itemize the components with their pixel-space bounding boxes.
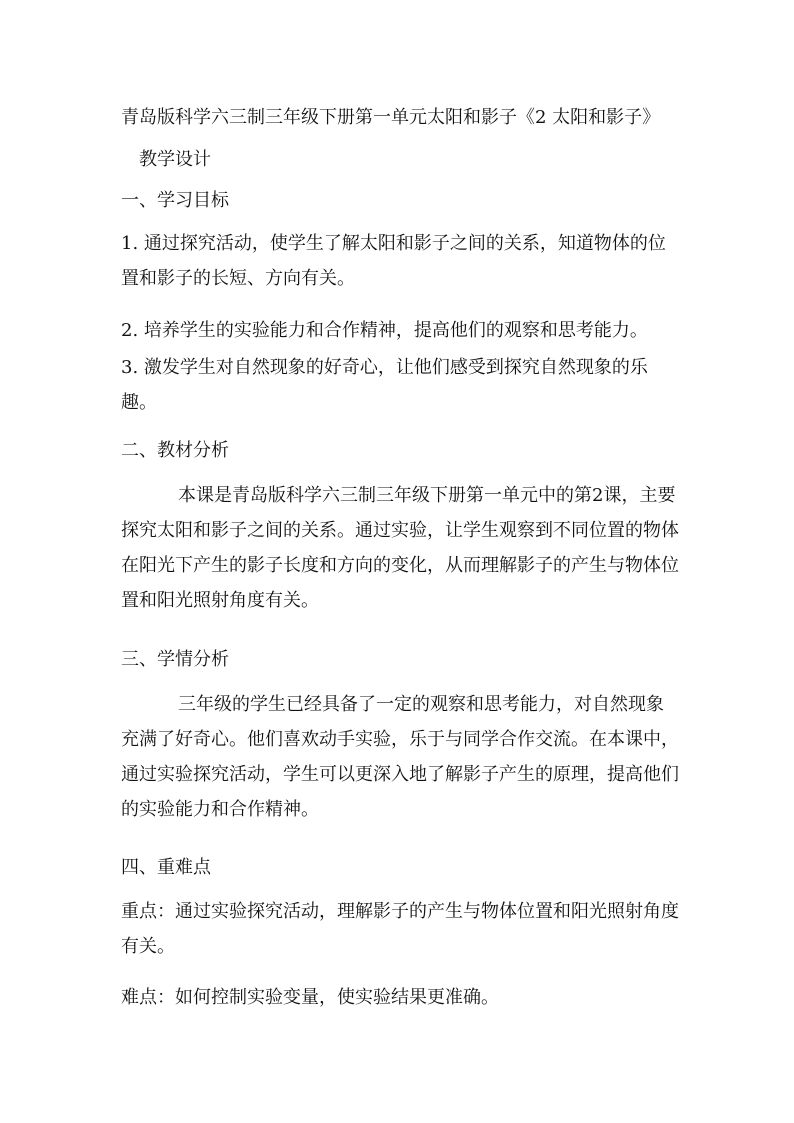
material-paragraph: 本课是青岛版科学六三制三年级下册第一单元中的第2课，主要探究太阳和影子之间的关系。通过实验，让学生观察到不同位置的物体在阳光下产生的影子长度和方向的变化，从而理解影子的产生与物体位置和阳光照射角度有关。 — [121, 485, 679, 611]
keypoint-difficult: 难点：如何控制实验变量，使实验结果更准确。 — [121, 987, 499, 1008]
section-heading-students: 三、学情分析 — [121, 649, 229, 670]
section-heading-goals: 一、学习目标 — [121, 190, 229, 211]
goal-item-2: 2. 培养学生的实验能力和合作精神，提高他们的观察和思考能力。 — [121, 320, 648, 341]
document-title: 青岛版科学六三制三年级下册第一单元太阳和影子《2 太阳和影子》 — [121, 107, 661, 128]
goal-item-3: 3. 激发学生对自然现象的好奇心，让他们感受到探究自然现象的乐趣。 — [121, 357, 648, 413]
keypoint-main: 重点：通过实验探究活动，理解影子的产生与物体位置和阳光照射角度有关。 — [121, 901, 679, 957]
section-heading-material: 二、教材分析 — [121, 440, 229, 461]
students-paragraph: 三年级的学生已经具备了一定的观察和思考能力，对自然现象充满了好奇心。他们喜欢动手实验，乐于与同学合作交流。在本课中，通过实验探究活动，学生可以更深入地了解影子产生的原理，提高他们的实验能力和合作精神。 — [121, 694, 679, 820]
section-heading-keypoints: 四、重难点 — [121, 857, 211, 878]
goal-item-1: 1. 通过探究活动，使学生了解太阳和影子之间的关系，知道物体的位置和影子的长短、方向有关。 — [121, 233, 666, 289]
document-subtitle: 教学设计 — [139, 149, 211, 170]
